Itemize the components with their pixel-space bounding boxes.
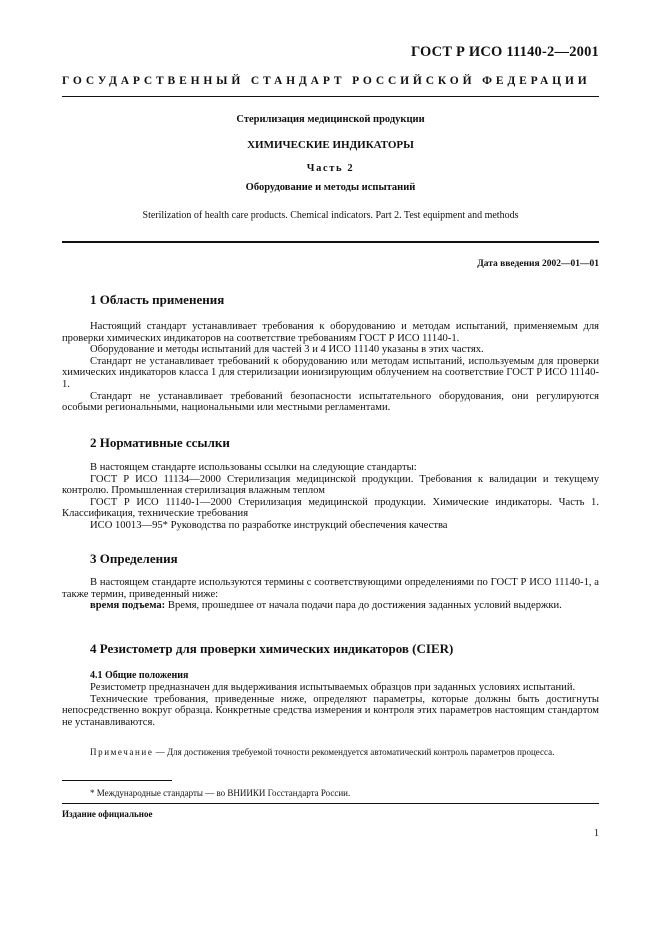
section-3-heading: 3 Определения: [90, 551, 178, 566]
s2-reference-1: ГОСТ Р ИСО 11134—2000 Стерилизация медицинской продукции. Требования к валидации и текущему контролю. Промышленная стерилизация влажным теплом: [62, 473, 599, 497]
section-1-heading: 1 Область применения: [90, 292, 225, 307]
footer-rule: [62, 803, 599, 804]
section-2-heading: 2 Нормативные ссылки: [90, 435, 230, 450]
page-number: 1: [594, 828, 599, 839]
s2-reference-3: ИСО 10013—95* Руководства по разработке инструкций обеспечения качества: [90, 519, 448, 531]
section-4-text: [62, 682, 599, 728]
note: [62, 747, 599, 758]
title-line-1: Стерилизация медицинской продукции: [236, 114, 425, 125]
s1-paragraph-4: Стандарт не устанавливает требований безопасности испытательного оборудования, они регулируются особыми региональными, национальными или местными регламентами.: [62, 390, 599, 414]
footnote-rule: [62, 780, 172, 781]
s3-definition: Время, прошедшее от начала подачи пара до достижения заданных условий выдержки.: [167, 600, 562, 612]
note-label: Примечание: [90, 747, 154, 757]
section-3-text: [62, 577, 599, 612]
section-4-heading: 4 Резистометр для проверки химических индикаторов (CIER): [90, 641, 454, 656]
official-edition-label: Издание официальное: [62, 809, 153, 819]
footnote: * Международные стандарты — во ВНИИКИ Госстандарта России.: [90, 788, 351, 798]
section-2-text: [62, 462, 599, 532]
s1-paragraph-1: Настоящий стандарт устанавливает требования к оборудованию и методам испытаний, применяемым для проверки химических индикаторов на соответствие требованиям ГОСТ Р ИСО 11140-1.: [62, 321, 599, 344]
s4-paragraph-2: Технические требования, приведенные ниже, определяют параметры, которые должны быть достигнуты непосредственно вокруг образца. Конкретные средства измерения и контроля этих параметров настоящим стандартом не устанавливаются.: [62, 693, 599, 728]
s1-paragraph-2: Оборудование и методы испытаний для частей 3 и 4 ИСО 11140 указаны в этих частях.: [90, 344, 484, 356]
s3-paragraph-1: В настоящем стандарте используются термины с соответствующими определениями по ГОСТ Р ИСО 11140-1, а также термин, приведенный ниже:: [62, 577, 599, 600]
s4-paragraph-1: Резистометр предназначен для выдерживания испытываемых образцов при заданных условиях испытаний.: [90, 682, 576, 693]
s3-term: время подъема:: [90, 600, 166, 612]
title-english: Sterilization of health care products. Chemical indicators. Part 2. Test equipment and methods: [142, 210, 519, 221]
title-subtitle: Оборудование и методы испытаний: [245, 182, 416, 193]
header-rule: [62, 96, 599, 97]
note-text: — Для достижения требуемой точности рекомендуется автоматический контроль параметров процесса.: [155, 747, 555, 757]
title-part: Часть 2: [306, 163, 355, 174]
state-standard-heading: ГОСУДАРСТВЕННЫЙ СТАНДАРТ РОССИЙСКОЙ ФЕДЕРАЦИИ: [62, 75, 591, 87]
s2-reference-2: ГОСТ Р ИСО 11140-1—2000 Стерилизация медицинской продукции. Химические индикаторы. Часть 1. Классификация, технические требования: [62, 496, 599, 520]
section-1-text: [62, 321, 599, 414]
s2-paragraph-1: В настоящем стандарте использованы ссылки на следующие стандарты:: [90, 462, 417, 473]
title-rule: [62, 241, 599, 243]
document-code: ГОСТ Р ИСО 11140-2—2001: [410, 44, 599, 60]
section-4-1-heading: 4.1 Общие положения: [90, 670, 189, 681]
s1-paragraph-3: Стандарт не устанавливает требований к оборудованию или методам испытаний, используемым для проверки химических индикаторов класса 1 для стерилизации ионизирующим облучением на соответствие ГОСТ Р ИСО 11140-1.: [62, 355, 599, 390]
title-line-2: ХИМИЧЕСКИЕ ИНДИКАТОРЫ: [247, 139, 414, 151]
introduction-date: Дата введения 2002—01—01: [477, 259, 599, 269]
